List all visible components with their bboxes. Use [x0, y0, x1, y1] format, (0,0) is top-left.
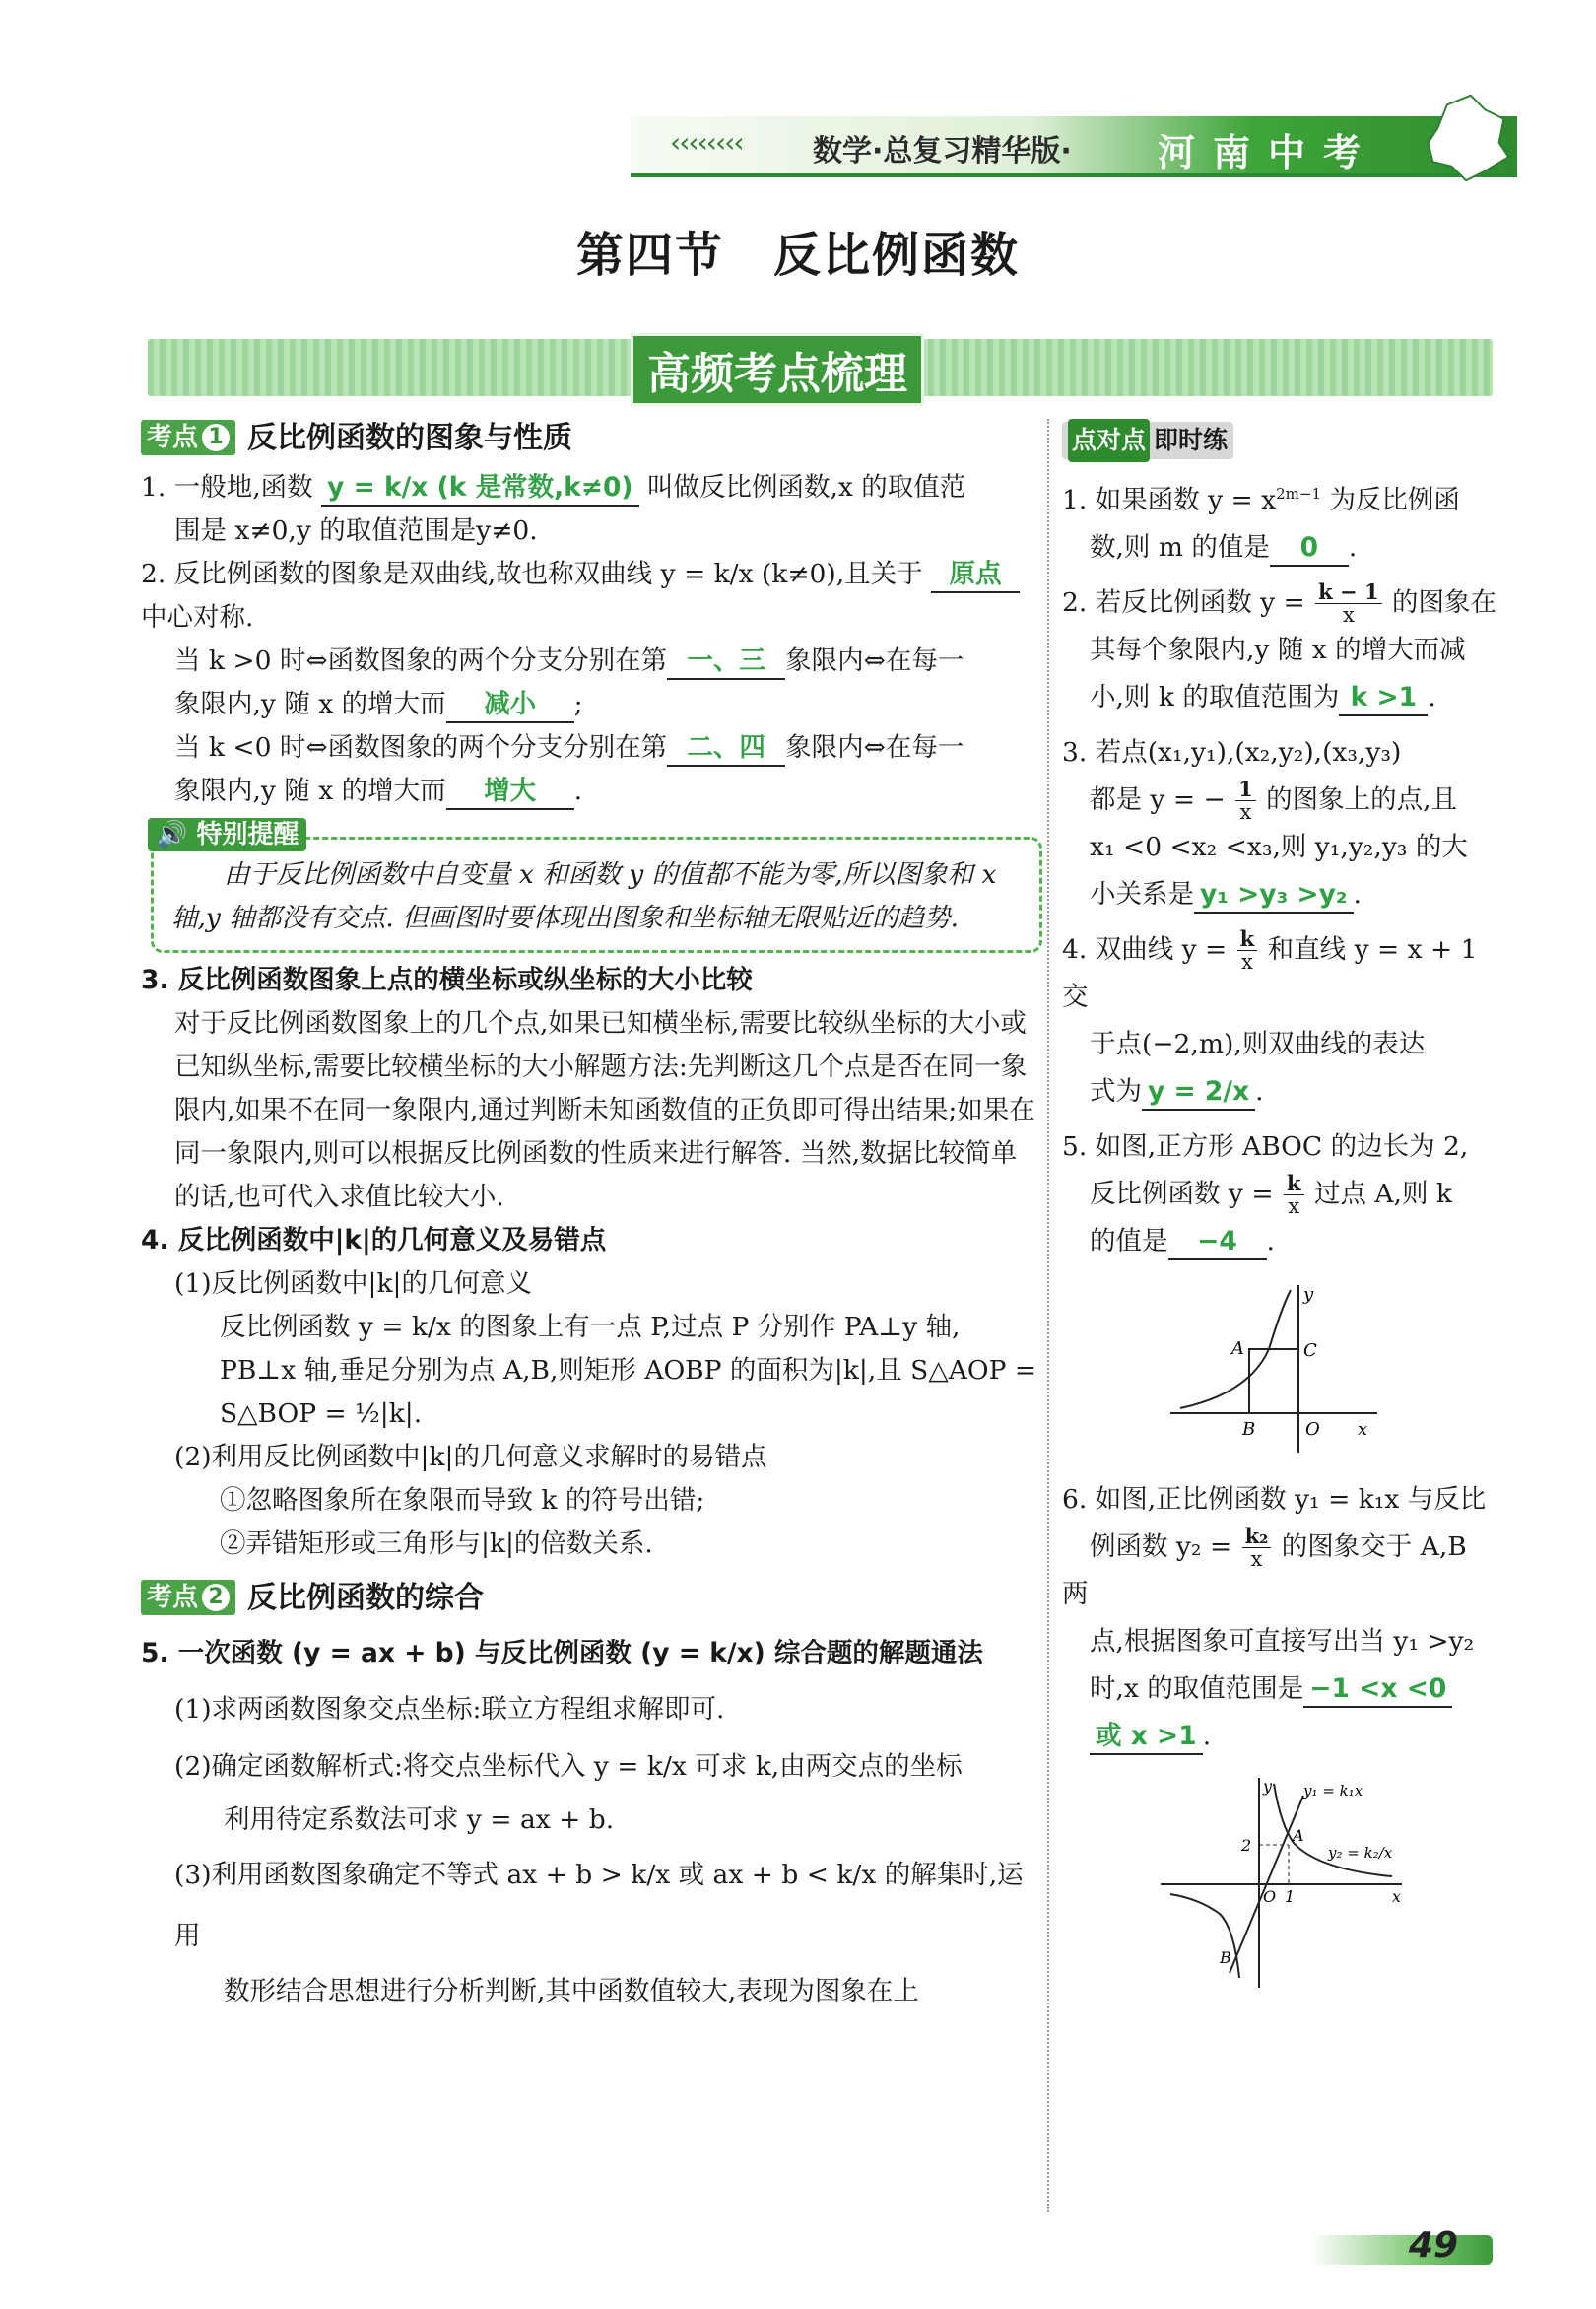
point-4-sub2-a: ①忽略图象所在象限而导致 k 的符号出错;	[220, 1485, 705, 1516]
point-2-positive: 当 k >0 时⇔函数图象的两个分支分别在第 一、三 象限内⇔在每一 象限内,y 随 x 的增大而 减小 ;	[141, 640, 1042, 726]
fig6-label-line: y₁ = k₁x	[1303, 1781, 1363, 1800]
page-number-bar	[1310, 2235, 1493, 2265]
fig6-label-curve: y₂ = k₂/x	[1328, 1843, 1393, 1862]
question-5: 5. 如图,正方形 ABOC 的边长为 2, 反比例函数 y = $\frac{k}{x}$ 过点 A,则 k 的值是 −4 .	[1062, 1123, 1500, 1265]
point-3-heading: 3. 反比例函数图象上点的横坐标或纵坐标的大小比较	[141, 965, 753, 995]
fig5-label-x: x	[1358, 1418, 1368, 1440]
point-5-a: (1)求两函数图象交点坐标:联立方程组求解即可.	[174, 1694, 725, 1725]
kd2-title: 反比例函数的综合	[247, 1581, 485, 1615]
point-1: 1. 一般地,函数 y = k/x (k 是常数,k≠0) 叫做反比例函数,x 的取值范 围是 x≠0,y 的取值范围是y≠0.	[141, 472, 966, 546]
kd1-title: 反比例函数的图象与性质	[247, 421, 573, 455]
question-6: 6. 如图,正比例函数 y₁ = k₁x 与反比 例函数 y₂ = $\frac{\text{k₂}}{x}$ 的图象交于 A,B 两 点,根据图象可直接写出当 y₁ >y₂ 时,x 的取值范围是 −1 <x <0 或 x >1 .	[1062, 1476, 1500, 1760]
question-2-answer: k >1	[1339, 681, 1428, 716]
fig5-label-O: O	[1305, 1418, 1320, 1440]
fig6-label-y: y	[1263, 1776, 1273, 1796]
point-2: 2. 反比例函数的图象是双曲线,故也称双曲线 y = k/x (k≠0),且关于 原点 中心对称.	[141, 553, 1042, 640]
point-2-negative: 当 k <0 时⇔函数图象的两个分支分别在第 二、四 象限内⇔在每一 象限内,y 随 x 的增大而 增大 .	[141, 726, 1042, 813]
point-2-answer: 原点	[931, 558, 1020, 593]
fig6-label-x: x	[1392, 1886, 1402, 1906]
question-3-answer: y₁ >y₃ >y₂	[1194, 878, 1354, 914]
fig5-label-y: y	[1303, 1283, 1314, 1305]
question-1-answer: 0	[1270, 531, 1349, 567]
question-5-answer: −4	[1168, 1225, 1267, 1260]
special-reminder-text: 由于反比例函数中自变量 x 和函数 y 的值都不能为零,所以图象和 x 轴,y 轴都没有交点. 但画图时要体现出图象和坐标轴无限贴近的趋势.	[171, 859, 997, 933]
question-3: 3. 若点(x₁,y₁),(x₂,y₂),(x₃,y₃) 都是 y = − $\frac{1}{x}$ 的图象上的点,且 x₁ <0 <x₂ <x₃,则 y₁,y₂,y₃ 的大 小关系是 y₁ >y₃ >y₂ .	[1062, 729, 1500, 918]
fig5-label-C: C	[1303, 1339, 1317, 1361]
point-4-sub2: (2)利用反比例函数中|k|的几何意义求解时的易错点	[174, 1442, 767, 1472]
special-reminder-tag: 🔊 特别提醒	[148, 818, 306, 851]
henan-map-icon	[1419, 91, 1513, 185]
section-title: 高频考点梳理	[631, 333, 924, 406]
point-5-c1: (3)利用函数图象确定不等式 ax + b > k/x 或 ax + b < k/x 的解集时,运用	[174, 1860, 1024, 1951]
point-5-heading: 5. 一次函数 (y = ax + b) 与反比例函数 (y = k/x) 综合题的解题通法	[141, 1638, 983, 1668]
fig5-square	[1249, 1349, 1298, 1413]
page-number: 49	[1409, 2225, 1459, 2266]
kd1-badge: 考点 1	[141, 420, 235, 455]
header-banner	[631, 116, 1517, 177]
point-4-sub1-text2: PB⊥x 轴,垂足分别为点 A,B,则矩形 AOBP 的面积为|k|,且 S△AOP =	[220, 1355, 1037, 1386]
header-arrows: ‹‹‹‹‹‹‹‹	[670, 126, 743, 159]
kd2-badge: 考点 2	[141, 1580, 235, 1615]
point-4-sub1-text1: 反比例函数 y = k/x 的图象上有一点 P,过点 P 分别作 PA⊥y 轴,	[220, 1312, 961, 1342]
question-6-answer-1: −1 <x <0	[1303, 1672, 1452, 1708]
question-4-answer: y = 2/x	[1142, 1075, 1255, 1111]
point-4-heading: 4. 反比例函数中|k|的几何意义及易错点	[141, 1225, 607, 1256]
header-region: 河南中考	[1158, 131, 1379, 174]
kd1-heading	[141, 416, 1042, 460]
point-5-b1: (2)确定函数解析式:将交点坐标代入 y = k/x 可求 k,由两交点的坐标	[174, 1751, 963, 1782]
question-6-answer-2: 或 x >1	[1090, 1720, 1203, 1755]
column-divider	[1047, 419, 1049, 2212]
fig5-label-B: B	[1242, 1418, 1256, 1440]
practice-badge: 点对点 即时练	[1062, 419, 1500, 462]
left-column	[141, 416, 1042, 2016]
page-title: 第四节 反比例函数	[575, 228, 1020, 283]
header-book-title: 数学·总复习精华版·	[813, 134, 1072, 169]
special-reminder-box	[151, 820, 1042, 953]
fig6-label-two: 2	[1241, 1835, 1252, 1855]
figure-6	[1062, 1766, 1500, 2003]
question-1: 1. 如果函数 $y = x^{2m-1}$ 为反比例函 数,则 m 的值是 0 .	[1062, 470, 1500, 572]
fig6-label-A: A	[1293, 1825, 1304, 1845]
question-4: 4. 双曲线 y = $\frac{k}{x}$ 和直线 y = x + 1 交 于点(−2,m),则双曲线的表达 式为 y = 2/x .	[1062, 926, 1500, 1116]
point-5-c2: 数形结合思想进行分析判断,其中函数值较大,表现为图象在上	[224, 1976, 919, 2006]
point-1-answer: y = k/x (k 是常数,k≠0)	[321, 471, 638, 507]
figure-5	[1062, 1265, 1500, 1462]
point-4-sub2-b: ②弄错矩形或三角形与|k|的倍数关系.	[220, 1528, 653, 1559]
fig5-label-A: A	[1231, 1337, 1244, 1359]
point-5-b2: 利用待定系数法可求 y = ax + b.	[224, 1804, 615, 1835]
point-4-sub1-text3: S△BOP = ½|k|.	[220, 1398, 423, 1429]
fig6-label-B: B	[1220, 1947, 1231, 1967]
point-4-sub1: (1)反比例函数中|k|的几何意义	[174, 1268, 532, 1299]
fig6-label-one: 1	[1285, 1886, 1296, 1906]
fig6-label-O: O	[1263, 1886, 1277, 1906]
point-3-text: 对于反比例函数图象上的几个点,如果已知横坐标,需要比较纵坐标的大小或已知纵坐标,需要比较横坐标的大小解题方法:先判断这几个点是否在同一象限内,如果不在同一象限内,通过判断未知函数值的正负即可得出结果;如果在同一象限内,则可以根据反比例函数的性质来进行解答. 当然,数据比较简单的话,也可代入求值比较大小.	[174, 1008, 1035, 1212]
kd2-heading	[141, 1576, 1042, 1620]
right-column	[1062, 419, 1500, 2016]
question-2: 2. 若反比例函数 y = $\frac{k - 1}{x}$ 的图象在 其每个象限内,y 随 x 的增大而减 小,则 k 的取值范围为 k >1 .	[1062, 579, 1500, 721]
